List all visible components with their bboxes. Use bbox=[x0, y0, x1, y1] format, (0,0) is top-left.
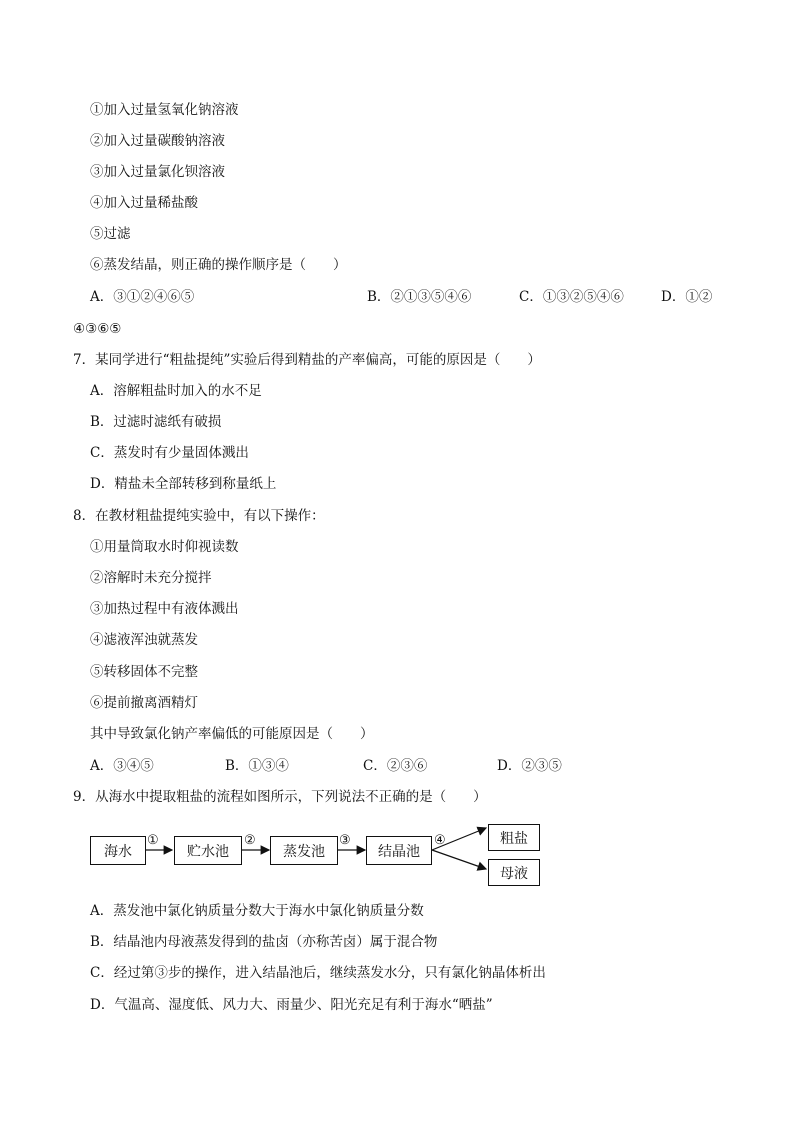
flow-step-2: ② bbox=[244, 833, 256, 848]
q8-option-c: C．②③⑥ bbox=[363, 758, 428, 774]
q8-question: 其中导致氯化钠产率偏低的可能原因是（ ） bbox=[90, 726, 374, 742]
q9-option-d: D．气温高、湿度低、风力大、雨量少、阳光充足有利于海水“晒盐” bbox=[90, 997, 493, 1013]
q8-option-d: D．②③⑤ bbox=[497, 758, 562, 774]
q7-option-d: D．精盐未全部转移到称量纸上 bbox=[90, 476, 277, 492]
q8-option-a: A．③④⑤ bbox=[90, 758, 154, 774]
q9-option-c: C．经过第③步的操作，进入结晶池后，继续蒸发水分，只有氯化钠晶体析出 bbox=[90, 965, 546, 981]
q7-option-b: B．过滤时滤纸有破损 bbox=[90, 414, 222, 430]
flow-step-1: ① bbox=[147, 833, 159, 848]
q7-option-c: C．蒸发时有少量固体溅出 bbox=[90, 445, 249, 461]
q6-option-d-continued: ④③⑥⑤ bbox=[73, 321, 122, 337]
q9-option-a: A．蒸发池中氯化钠质量分数大于海水中氯化钠质量分数 bbox=[90, 903, 424, 919]
box-crystallization-pool: 结晶池 bbox=[366, 836, 432, 865]
q6-step-1: ①加入过量氢氧化钠溶液 bbox=[90, 102, 239, 118]
arrow-to-mother-liquor bbox=[432, 850, 486, 869]
q6-option-a: A．③①②④⑥⑤ bbox=[90, 289, 195, 305]
q7-stem: 7．某同学进行“粗盐提纯”实验后得到精盐的产率偏高，可能的原因是（ ） bbox=[73, 352, 541, 368]
box-evaporation-pool: 蒸发池 bbox=[270, 836, 338, 865]
q9-stem: 9．从海水中提取粗盐的流程如图所示，下列说法不正确的是（ ） bbox=[73, 789, 487, 805]
q8-item-1: ①用量筒取水时仰视读数 bbox=[90, 539, 239, 555]
flow-step-4: ④ bbox=[434, 833, 446, 848]
q8-item-2: ②溶解时未充分搅拌 bbox=[90, 570, 212, 586]
box-seawater: 海水 bbox=[90, 836, 146, 865]
q9-flow-diagram bbox=[90, 822, 550, 892]
q9-option-b: B．结晶池内母液蒸发得到的盐卤（亦称苦卤）属于混合物 bbox=[90, 934, 438, 950]
box-mother-liquor: 母液 bbox=[488, 859, 540, 886]
box-storage-pool: 贮水池 bbox=[174, 836, 242, 865]
q6-option-b: B．②①③⑤④⑥ bbox=[367, 289, 472, 305]
q6-step-4: ④加入过量稀盐酸 bbox=[90, 195, 198, 211]
q6-step-3: ③加入过量氯化钡溶液 bbox=[90, 164, 225, 180]
q6-step-5: ⑤过滤 bbox=[90, 226, 131, 242]
q8-item-6: ⑥提前撤离酒精灯 bbox=[90, 695, 198, 711]
q8-item-4: ④滤液浑浊就蒸发 bbox=[90, 632, 198, 648]
q6-option-c: C．①③②⑤④⑥ bbox=[519, 289, 624, 305]
q6-step-6: ⑥蒸发结晶，则正确的操作顺序是（ ） bbox=[90, 257, 347, 273]
q8-stem: 8．在教材粗盐提纯实验中，有以下操作： bbox=[73, 508, 325, 524]
box-crude-salt: 粗盐 bbox=[488, 824, 540, 851]
flow-step-3: ③ bbox=[339, 833, 351, 848]
q6-option-d: D．①② bbox=[661, 289, 713, 305]
q6-step-2: ②加入过量碳酸钠溶液 bbox=[90, 133, 225, 149]
q8-option-b: B．①③④ bbox=[225, 758, 289, 774]
q8-item-5: ⑤转移固体不完整 bbox=[90, 664, 198, 680]
q8-item-3: ③加热过程中有液体溅出 bbox=[90, 601, 239, 617]
q7-option-a: A．溶解粗盐时加入的水不足 bbox=[90, 383, 262, 399]
